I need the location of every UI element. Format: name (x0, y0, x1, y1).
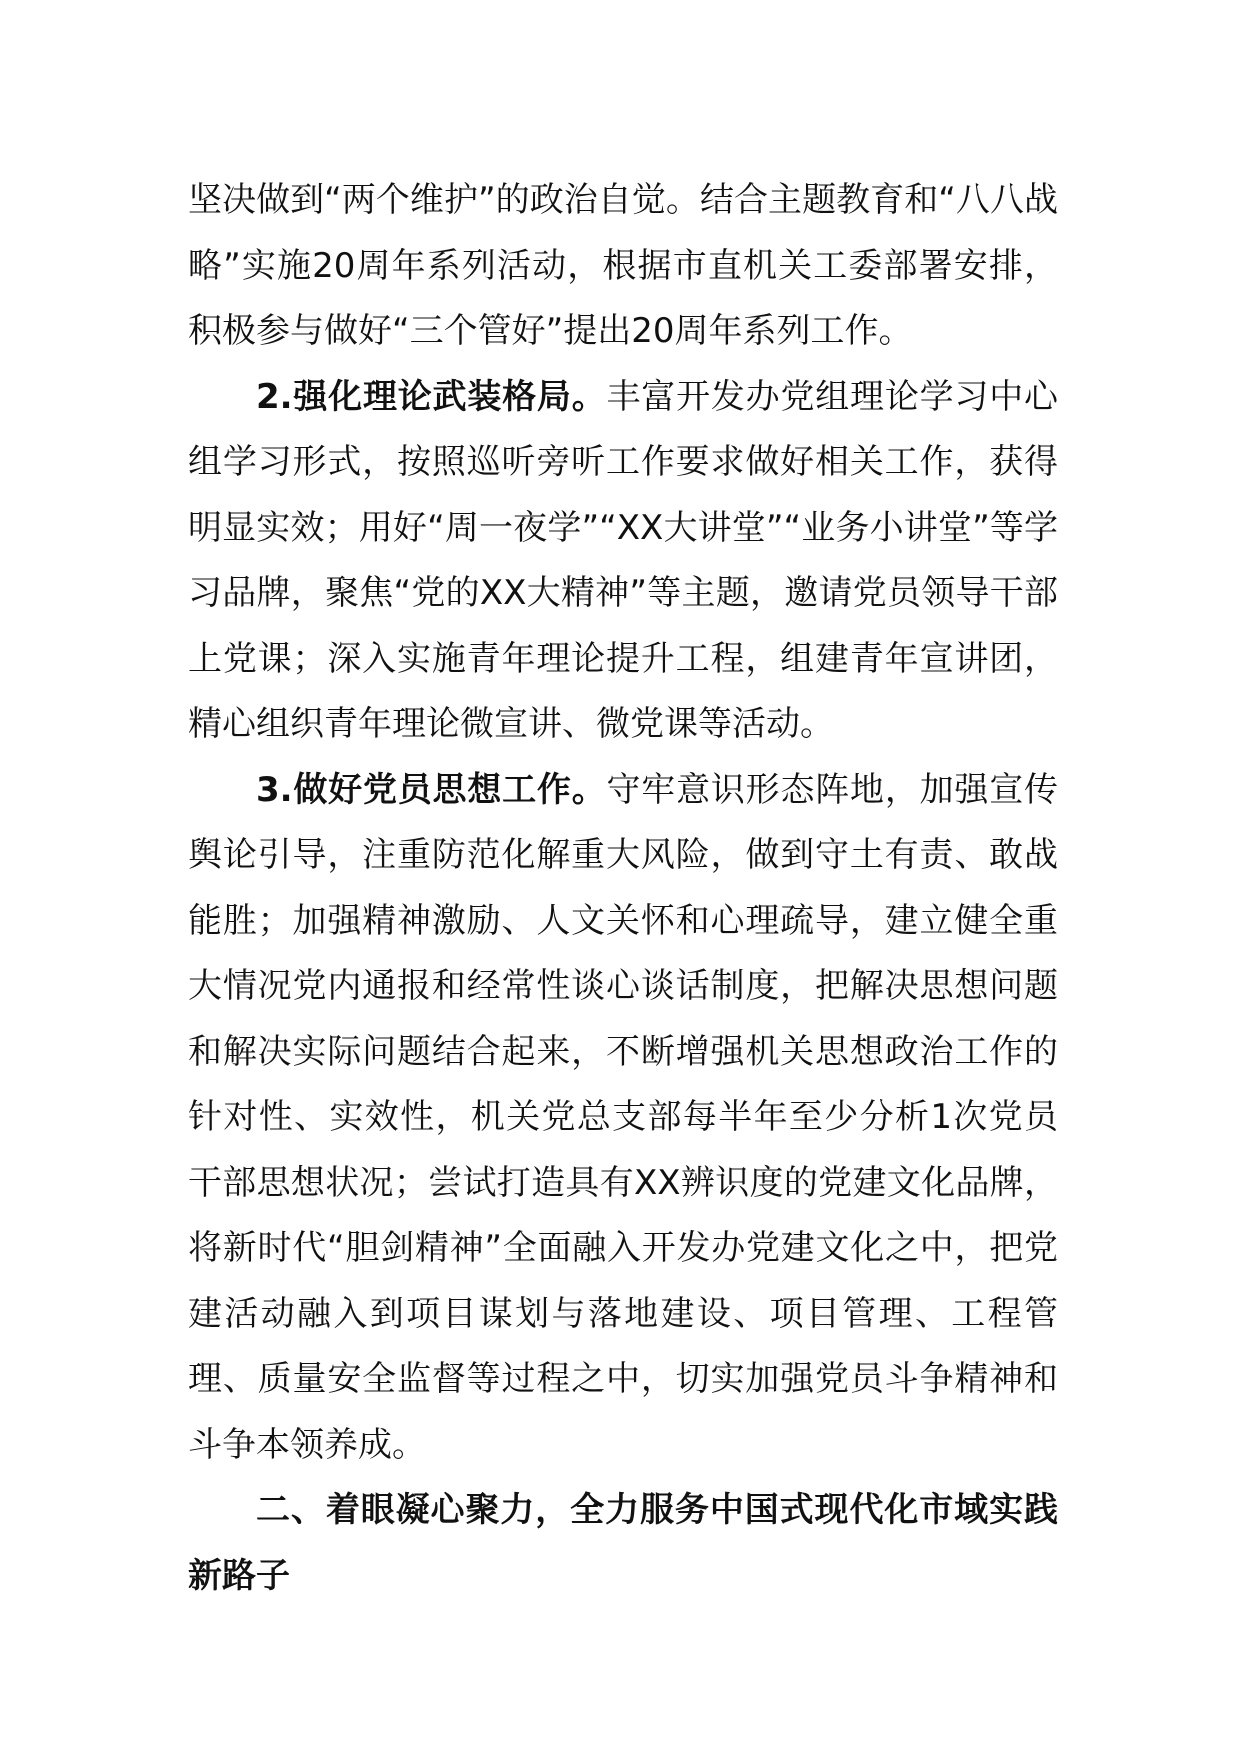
document-body (188, 168, 1058, 1609)
paragraph-theory-armament (188, 365, 1058, 758)
paragraph-title: 2.强化理论武装格局。 (256, 376, 607, 417)
paragraph-continuation (188, 168, 1058, 365)
paragraph-title: 3.做好党员思想工作。 (256, 769, 607, 810)
paragraph-ideological-work (188, 758, 1058, 1479)
paragraph-text: 坚决做到“两个维护”的政治自觉。结合主题教育和“八八战略”实施20周年系列活动，根据市直机关工委部署安排，积极参与做好“三个管好”提出20周年系列工作。 (188, 180, 1058, 351)
paragraph-text: 丰富开发办党组理论学习中心组学习形式，按照巡听旁听工作要求做好相关工作，获得明显实效；用好“周一夜学”“XX大讲堂”“业务小讲堂”等学习品牌，聚焦“党的XX大精神”等主题，邀请党员领导干部上党课；深入实施青年理论提升工程，组建青年宣讲团，精心组织青年理论微宣讲、微党课等活动。 (188, 376, 1059, 744)
paragraph-text: 守牢意识形态阵地，加强宣传舆论引导，注重防范化解重大风险，做到守土有责、敢战能胜；加强精神激励、人文关怀和心理疏导，建立健全重大情况党内通报和经常性谈心谈话制度，把解决思想问题和解决实际问题结合起来，不断增强机关思想政治工作的针对性、实效性，机关党总支部每半年至少分析1次党员干部思想状况；尝试打造具有XX辨识度的党建文化品牌，将新时代“胆剑精神”全面融入开发办党建文化之中，把党建活动融入到项目谋划与落地建设、项目管理、工程管理、质量安全监督等过程之中，切实加强党员斗争精神和斗争本领养成。 (188, 769, 1059, 1465)
section-heading: 二、着眼凝心聚力，全力服务中国式现代化市域实践新路子 (188, 1490, 1058, 1596)
